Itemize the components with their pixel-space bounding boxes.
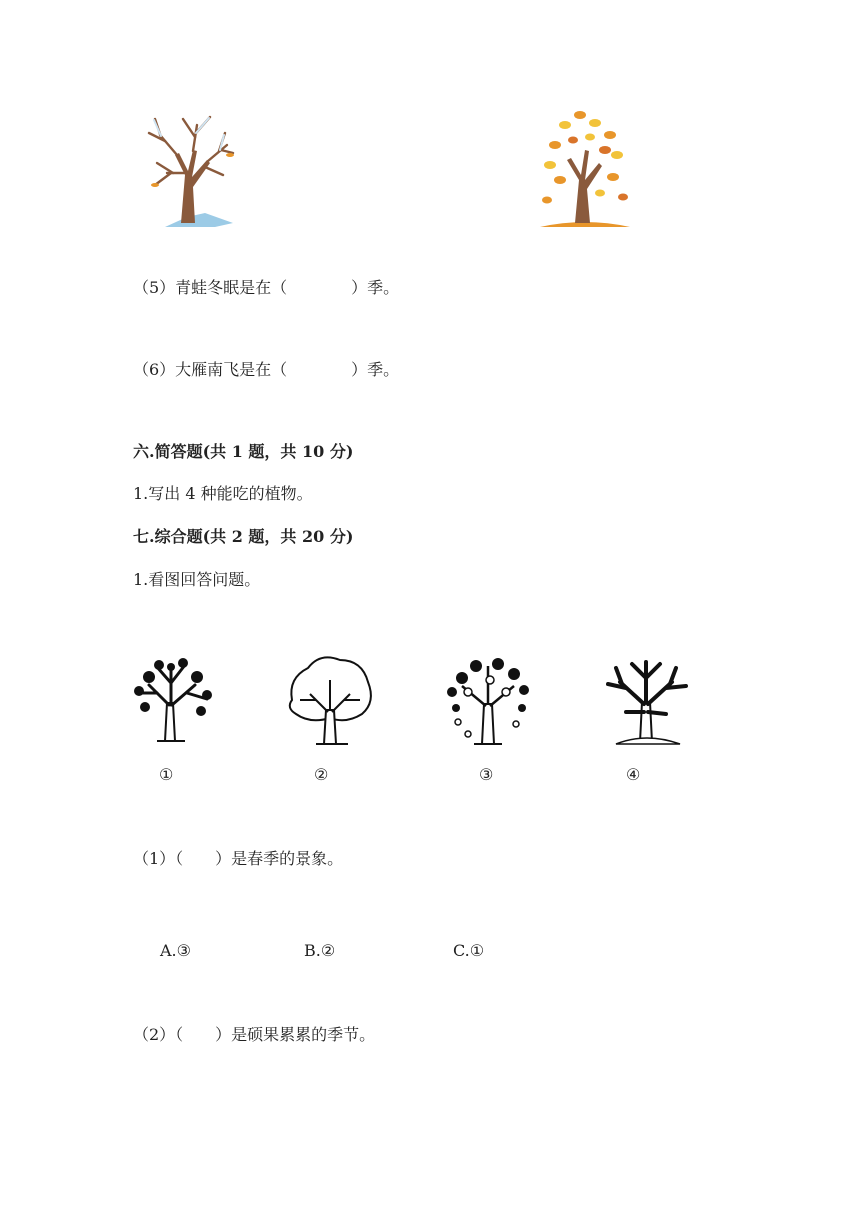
sub-question-1: （1）（ ）是春季的景象。: [133, 849, 344, 868]
tree-label-4: ④: [626, 765, 641, 784]
section-6-heading: 六.简答题(共 1 题，共 10 分): [133, 442, 354, 461]
sparse-leaf-tree-icon: [127, 655, 217, 745]
falling-leaf-tree-icon: [438, 652, 538, 752]
autumn-tree-icon: [535, 105, 635, 230]
question-5: （5）青蛙冬眠是在（ ）季。: [133, 278, 400, 297]
option-b[interactable]: B.②: [304, 941, 336, 960]
full-crown-tree-icon: [280, 650, 380, 750]
option-c[interactable]: C.①: [453, 941, 485, 960]
tree-label-3: ③: [479, 765, 494, 784]
section-7-item-1: 1.看图回答问题。: [133, 570, 261, 589]
sub-question-2: （2）（ ）是硕果累累的季节。: [133, 1025, 376, 1044]
section-6-item-1: 1.写出 4 种能吃的植物。: [133, 484, 313, 503]
tree-label-2: ②: [314, 765, 329, 784]
tree-label-1: ①: [159, 765, 174, 784]
option-a[interactable]: A.③: [160, 941, 191, 960]
bare-tree-icon: [596, 652, 696, 752]
question-6: （6）大雁南飞是在（ ）季。: [133, 360, 400, 379]
section-7-heading: 七.综合题(共 2 题，共 20 分): [133, 527, 354, 546]
winter-tree-icon: [135, 105, 245, 230]
